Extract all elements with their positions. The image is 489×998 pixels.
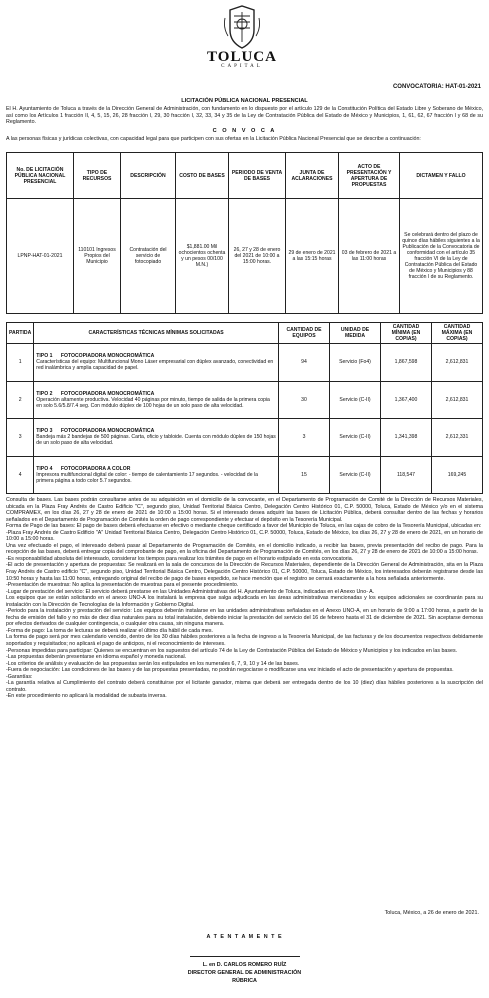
cantidad-minima: 1,341,398 [381,419,432,457]
body-paragraph: -En este procedimiento no aplicará la modalidad de subasta inversa. [6,693,167,700]
table-row [7,456,483,494]
body-paragraph: -Garantías: [6,673,33,680]
header-cell: No. DE LICITACIÓN PÚBLICA NACIONAL PRESENCIAL [7,153,74,199]
cantidad-maxima: 2,612,831 [432,381,483,419]
cantidad-maxima: 2,612,331 [432,419,483,457]
cantidad-maxima: 2,612,831 [432,344,483,382]
body-paragraph: -Forma de pago: La toma de lecturas se deberá realizar el último día hábil de cada mes. [6,627,213,634]
intro-paragraph: El H. Ayuntamiento de Toluca a través de la Dirección General de Administración, con fundamento en lo dispuesto por el artículo 129 de la Constitución Política del Estado Libre y Soberano de México, así como los Artículos 1 fracción II, 4, 5, 15, 26, 28 fracción I, 29, 30 fracción I, 32, 33, 34 y 35 de la Ley de Contratación Pública del Estado de México y Municipios, 1, 61, 62, 67 fracción I y 68 de su Reglamento. [6,106,483,126]
table-cell: 29 de enero de 2021 a las 15:15 horas [286,199,339,314]
header-cell: UNIDAD DE MEDIDA [330,323,381,344]
cantidad-equipos: 30 [279,381,330,419]
partida-description: TIPO 3 FOTOCOPIADORA MONOCROMÁTICA Bandeja más 2 bandejas de 500 páginas. Carta, oficio y tabloide. Cuenta con módulo dúplex de 150 hojas de un solo paso de alta velocidad. [34,419,279,457]
convocatoria-number: CONVOCATORIA: HAT-01-2021 [392,84,481,90]
licitacion-table [6,152,483,314]
cantidad-maxima: 169,245 [432,456,483,494]
signer-title: DIRECTOR GENERAL DE ADMINISTRACIÓN [187,970,302,976]
header-cell: ACTO DE PRESENTACIÓN Y APERTURA DE PROPUESTAS [339,153,400,199]
table-row [7,381,483,419]
body-text [6,497,483,700]
table-row [7,419,483,457]
cantidad-equipos: 94 [279,344,330,382]
body-paragraph: -El acto de presentación y apertura de propuestas: Se realizará en la sala de concursos de la Dirección de Recursos Materiales, dependiente de la Dirección General de Administración, sita en la Plaza Fray Andrés de Castro edificio "C", segundo piso, Unidad Territorial Básica Centro, Delegación Centro Histórico 01, C.P. 50000, Toluca, Estado de México, los interesados deberán registrarse desde las 10:50 horas y hasta las 11:00 horas, entregando original del recibo de pago de bases expedido, se hace mención que el registro se cerrará exactamente a la hora señalada anteriormente. [6,562,483,582]
header-cell: PARTIDA [7,323,34,344]
cantidad-equipos: 15 [279,456,330,494]
header-cell: JUNTA DE ACLARACIONES [286,153,339,199]
body-paragraph: Una vez efectuado el pago, el interesado deberá pasar al Departamento de Programación de Comités, en el domicilio indicado, a recibir las bases, previa presentación del recibo de pago. Para la recepción de las bases, deberá entregar copia del comprobante de pago, en la oficina del Departamento de Programación de Comités, en los días 26, 27 y 28 de enero de 2021 de 10:00 a 15:00 horas. [6,542,483,556]
unidad-medida: Servicio (C-II) [330,381,381,419]
partida-description: TIPO 4 FOTOCOPIADORA A COLOR Impresora multifuncional digital de color: - tiempo de calentamiento 17 segundos. - velocidad de la primera página a todo color 5.7 segundos. [34,456,279,494]
body-paragraph: -Es responsabilidad absoluta del interesado, considerar los tiempos para realizar los trámites de pago en el horario estipulado en esta convocatoria. [6,555,354,562]
invite-paragraph: A las personas físicas y jurídicas colectivas, con capacidad legal para que participen con sus ofertas en la Licitación Pública Nacional Presencial que se describe a continuación: [6,136,421,142]
table-cell: 26, 27 y 28 de enero del 2021 de 10:00 a 15:00 horas. [229,199,286,314]
signer-name: L. en D. CARLOS ROMERO RUÍZ [202,962,287,968]
body-paragraph: Los equipos que se están solicitando en el anexo UNO-A los instalará la empresa que salga adjudicada en las áreas administrativas mencionadas y los equipos adicionales se coordinarán para su instalación con la Dirección de Tecnologías de la Información y Gobierno Digital. [6,595,483,608]
body-paragraph: -Los criterios de análisis y evaluación de las propuestas serán los estipulados en los numerales 6, 7, 9, 10 y 14 de las bases. [6,660,300,667]
body-paragraph: -Las propuestas deberán presentarse en idioma español y moneda nacional. [6,654,187,661]
body-paragraph: -La garantía relativa al Cumplimiento del contrato deberá constituirse por el licitante ganador, misma que deberá ser entregada dentro de los 10 (diez) días hábiles posteriores a la suscripción del contrato. [6,680,483,693]
date-line: Toluca, México, a 26 de enero de 2021. [384,910,479,916]
header-cell: TIPO DE RECURSOS [74,153,121,199]
cantidad-minima: 118,547 [381,456,432,494]
toluca-logo [207,4,277,70]
table-cell: $1,881.00 Mil ochocientos ochenta y un pesos 00/100 M.N.) [176,199,229,314]
atentamente-label: A T E N T A M E N T E [206,934,283,940]
partida-number: 3 [7,419,34,457]
cantidad-minima: 1,867,598 [381,344,432,382]
partida-description: TIPO 1 FOTOCOPIADORA MONOCROMÁTICA Características del equipo: Multifuncional Mono Láser empresarial con dúplex avanzado, conectividad en red inalámbrica y amplia capacidad de papel. [34,344,279,382]
cantidad-minima: 1,367,400 [381,381,432,419]
partida-number: 4 [7,456,34,494]
header-cell: CANTIDAD MÁXIMA (EN COPIAS) [432,323,483,344]
unidad-medida: Servicio (Fo4) [330,344,381,382]
body-paragraph: Consulta de bases. Las bases podrán consultarse antes de su adquisición en el domicilio de la convocante, en el Departamento de Programación de Comité de la Dirección de Recursos Materiales, ubicada en la Plaza Fray Andrés de Castro Edificio "C", segundo piso, Unidad Territorial Básica Centro, Delegación Centro Histórico 01, C.P. 50000, Toluca, Estado de México y/o en el sistema COMPRAMEX, en los días 26, 27 y 28 de enero de 2021 de 10:00 a 15:00 horas. Si el interesado desea adquirir las bases de Licitación Pública, deberá consultar dentro de las fechas y horarios señalados en el Departamento de Programación de Comités la orden de pago correspondiente y efectuar el depósito en la Tesorería Municipal. [6,497,483,523]
header-cell: DESCRIPCIÓN [121,153,176,199]
table-cell: Se celebrará dentro del plazo de quince días hábiles siguientes a la Publicación de la Convocatoria de conformidad con el artículo 35 fracción VI de la Ley de Contratación Pública del Estado de México y Municipios y 88 fracción I de su Reglamento. [400,199,483,314]
table-cell: 110101 Ingresos Propios del Municipio [74,199,121,314]
table-cell: Contratación del servicio de fotocopiado [121,199,176,314]
partida-number: 2 [7,381,34,419]
header-cell: CANTIDAD DE EQUIPOS [279,323,330,344]
header-cell: DICTAMEN Y FALLO [400,153,483,199]
table-cell: LPNP-HAT-01-2021 [7,199,74,314]
body-paragraph: -Fuera de negociación: Las condiciones de las bases y de las propuestas presentadas, no podrán negociarse o modificarse una vez iniciado el acto de presentación y apertura de propuestas. [6,667,454,674]
unidad-medida: Servicio (C-II) [330,419,381,457]
header-cell: COSTO DE BASES [176,153,229,199]
body-paragraph: -Plaza Fray Andrés de Castro Edificio "A" Unidad Territorial Básica Centro, Delegación Centro Histórico 01, C.P. 50000, Toluca, Estado de México, los días 26, 27 y 28 de enero de 2021, en un horario de 10:00 a 15:00 horas. [6,529,483,543]
signer-rubrica: RÚBRICA [232,978,257,984]
body-paragraph: -Lugar de prestación del servicio: El servicio deberá prestarse en las Unidades Administrativas del H. Ayuntamiento de Toluca, indicadas en el Anexo Uno- A. [6,588,375,595]
table-cell: 03 de febrero de 2021 a las 11:00 horas [339,199,400,314]
partida-description: TIPO 2 FOTOCOPIADORA MONOCROMÁTICA Operación altamente productiva. Velocidad 40 páginas por minuto, tiempo de salida de la primera copia en solo 5.6/5.8/7.4 seg. Con módulo dúplex de 100 hojas de un solo paso de alta velocidad. [34,381,279,419]
body-paragraph: -Periodo para la instalación y prestación del servicio: Los equipos deberán instalarse en las unidades administrativas señaladas en el Anexo UNO-A, en un horario de 9:00 a 17:00 horas, a partir de la fecha de emisión del fallo y no más de diez días naturales para su total instalación, debiendo iniciar la prestación del servicio del 16 de febrero hasta el 31 de diciembre de 2021. Sin aceptarse demoras por efectos derivados de cualquier contingencia, o cualquier otra causa, sin ninguna manera. [6,608,483,628]
logo-name: TOLUCA [207,49,277,65]
unidad-medida: Servicio (C-II) [330,456,381,494]
cantidad-equipos: 3 [279,419,330,457]
convoca-heading: C O N V O C A [212,128,277,134]
body-paragraph: Forma de Pago de las bases: El pago de bases deberá efectuarse en efectivo o mediante cheque certificado a favor del Municipio de Toluca, en las cajas de cobro de la Tesorería Municipal, ubicadas en: [6,523,482,530]
partida-number: 1 [7,344,34,382]
header-cell: PERIODO DE VENTA DE BASES [229,153,286,199]
body-paragraph: -Personas impedidas para participar: Quienes se encuentran en los supuestos del artículo 74 de la Ley de Contratación Pública del Estado de México y Municipios y los indicados en las bases. [6,647,458,654]
signature-line [190,956,300,957]
body-paragraph: La forma de pago será por mes calendario vencido, dentro de los 30 días hábiles posteriores a la fecha de ingreso a la Tesorería Municipal, de las facturas y de los documentos respectivos debidamente soportados y requisitados; no aplicará el pago de anticipos, ni el reconocimiento de intereses. [6,634,483,648]
document-title: LICITACIÓN PÚBLICA NACIONAL PRESENCIAL [181,98,308,104]
header-cell: CARACTERÍSTICAS TÉCNICAS MÍNIMAS SOLICITADAS [34,323,279,344]
header-cell: CANTIDAD MÍNIMA (EN COPIAS) [381,323,432,344]
city-emblem-icon [222,4,262,50]
body-paragraph: -Presentación de muestras: No aplica la presentación de muestras para el presente procedimiento. [6,582,239,589]
partidas-table [6,322,483,494]
table-row [7,344,483,382]
logo-sub: CAPITAL [221,64,263,69]
